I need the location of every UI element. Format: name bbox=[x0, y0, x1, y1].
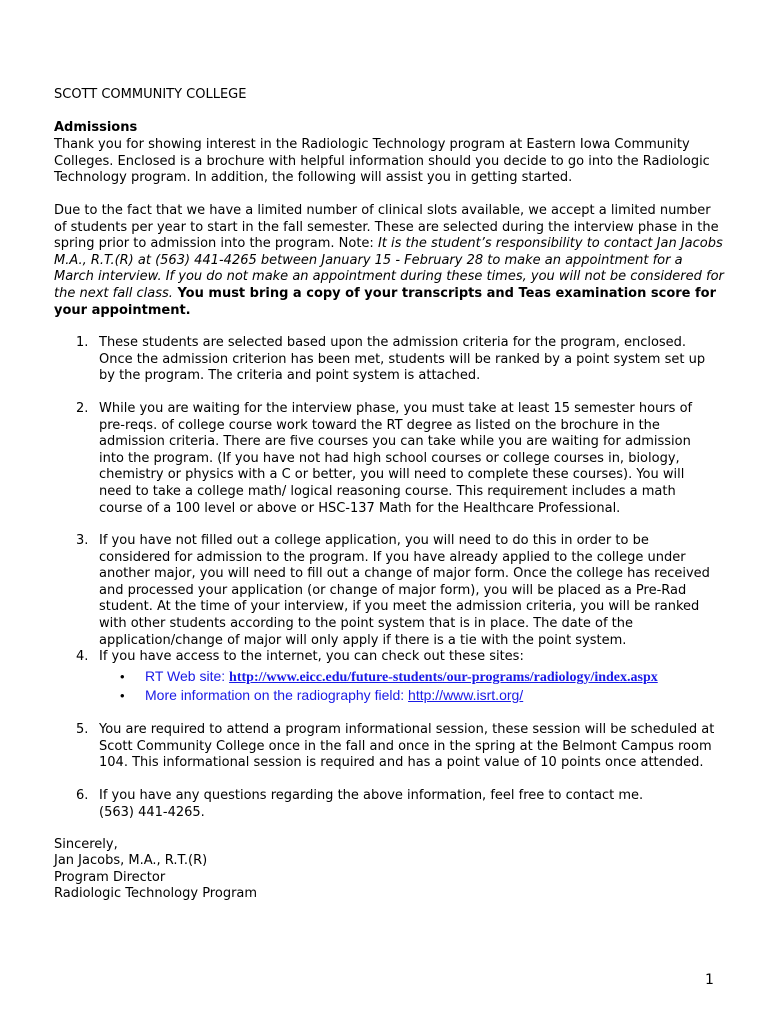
page-number: 1 bbox=[705, 972, 714, 988]
list-item-text: If you have not filled out a college application, you will need to do this in order to be considered for admission to the program. If you have already applied to the college under another major, you will need to fill out a change of major form. Once the college has received and processed your application (or change of major form), you will be placed as a Pre-Rad student. At the time of your interview, if you meet the admission criteria, you will be ranked with other students according to the point system that is in place. The date of the application/change of major will only apply if there is a tie with the point system. bbox=[99, 533, 710, 648]
appointment-note: It is the student’s responsibility to contact Jan Jacobs M.A., R.T.(R) at (563) 441-4265 between January 15 - February 28 to make an appointment for a March interview. If you do not make an appointment during these times, you will not be considered for the next fall class. bbox=[54, 236, 724, 301]
admissions-heading: Admissions bbox=[54, 120, 138, 135]
college-name: SCOTT COMMUNITY COLLEGE bbox=[54, 87, 247, 102]
isrt-link[interactable]: http://www.isrt.org/ bbox=[408, 687, 524, 703]
list-number: 2. bbox=[76, 401, 89, 416]
bullet-icon: • bbox=[120, 669, 125, 684]
signer-name: Jan Jacobs, M.A., R.T.(R) bbox=[54, 853, 208, 868]
list-number: 3. bbox=[76, 533, 89, 548]
intro-paragraph: Thank you for showing interest in the Radiologic Technology program at Eastern Iowa Community Colleges. Enclosed is a brochure with helpful information should you decide to go into the Radiologic Technology program. In addition, the following will assist you in getting started. bbox=[54, 137, 710, 186]
list-number: 6. bbox=[76, 788, 89, 803]
closing-salutation: Sincerely, bbox=[54, 837, 118, 852]
list-item-text: These students are selected based upon the admission criteria for the program, enclosed. Once the admission criterion has been met, students will be ranked by a point system set up by the program. The criteria and point system is attached. bbox=[99, 335, 706, 384]
limited-slots-text: Due to the fact that we have a limited number of clinical slots available, we accept a limited number of students per year to start in the fall semester. These are selected during the interview phase in the spring prior to admission into the program. Note: bbox=[54, 203, 719, 252]
list-number: 1. bbox=[76, 335, 89, 350]
list-number: 5. bbox=[76, 722, 89, 737]
list-number: 4. bbox=[76, 649, 89, 664]
limited-slots-paragraph bbox=[54, 203, 724, 319]
signer-title: Program Director bbox=[54, 870, 166, 885]
list-item-text: If you have any questions regarding the above information, feel free to contact me. (563) 441-4265. bbox=[99, 788, 644, 820]
list-item-text: You are required to attend a program informational session, these session will be scheduled at Scott Community College once in the fall and once in the spring at the Belmont Campus room 104. This informational session is required and has a point value of 10 points once attended. bbox=[99, 722, 715, 771]
bring-transcripts-note: You must bring a copy of your transcripts and Teas examination score for your appointment. bbox=[54, 285, 716, 318]
rt-website-label: RT Web site: bbox=[145, 668, 230, 684]
list-item-text: While you are waiting for the interview phase, you must take at least 15 semester hours of pre-reqs. of college course work toward the RT degree as listed on the brochure in the admission criteria. There are five courses you can take while you are waiting for admission into the program. (If you have not had high school courses or college courses in, biology, chemistry or physics with a C or better, you will need to complete these courses). You will need to take a college math/ logical reasoning course. This requirement includes a math course of a 100 level or above or HSC-137 Math for the Healthcare Professional. bbox=[99, 401, 693, 516]
isrt-label: More information on the radiography field: bbox=[145, 687, 409, 703]
program-name: Radiologic Technology Program bbox=[54, 886, 258, 901]
rt-website-link[interactable]: http://www.eicc.edu/future-students/our-programs/radiology/index.aspx bbox=[229, 670, 658, 685]
list-item-text: If you have access to the internet, you can check out these sites: bbox=[99, 649, 524, 664]
bullet-icon: • bbox=[120, 688, 125, 703]
